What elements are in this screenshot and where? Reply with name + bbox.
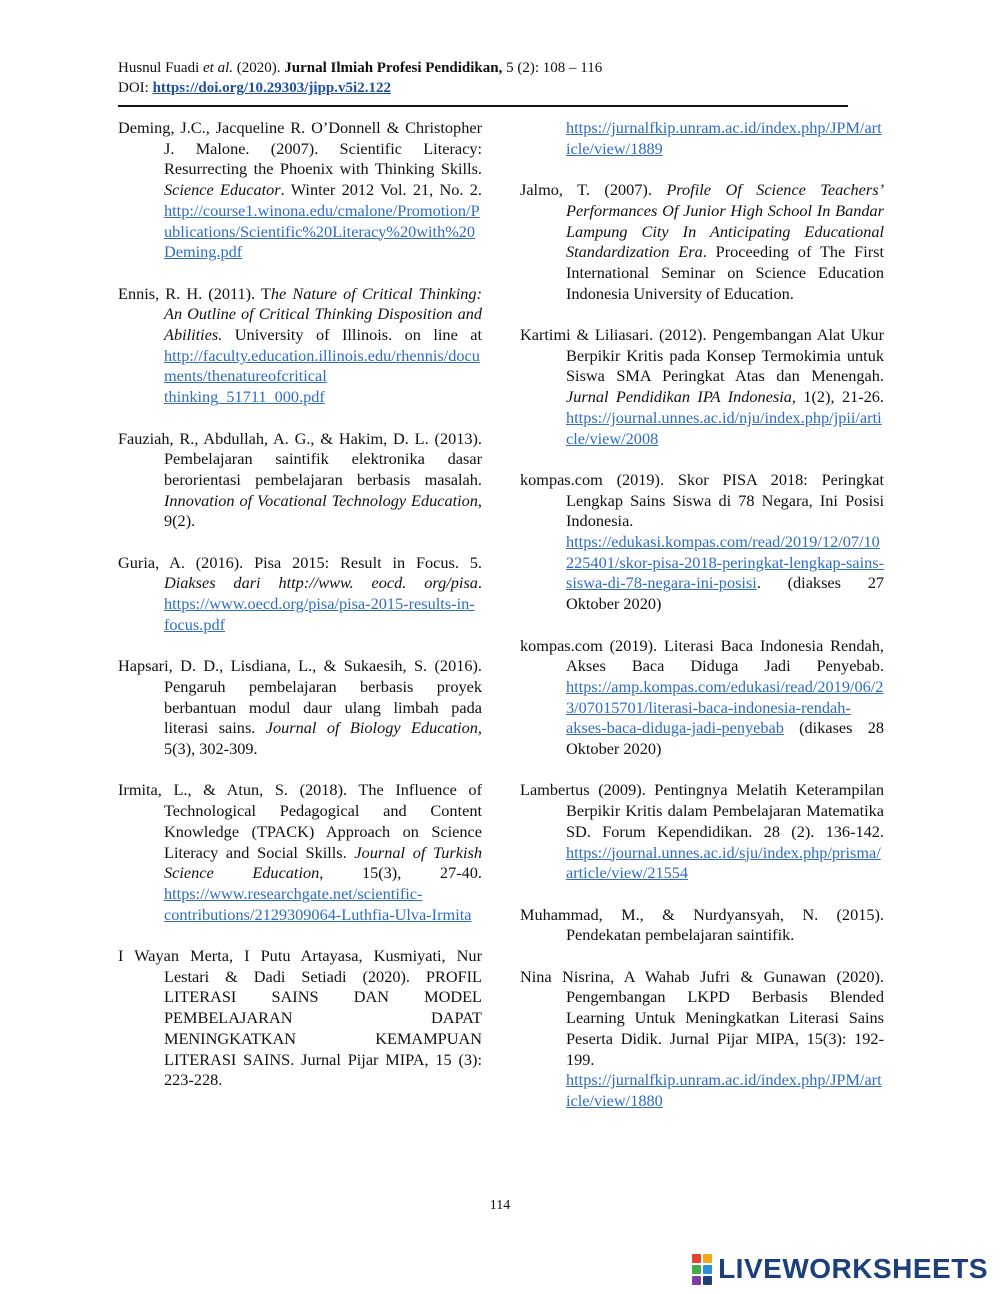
logo-tile <box>692 1265 701 1274</box>
reference-text: Muhammad, M., & Nurdyansyah, N. (2015). Pendekatan pembelajaran saintifik. <box>520 904 884 945</box>
reference-entry <box>520 780 884 884</box>
reference-details: , 15(3), 27-40. <box>319 863 482 883</box>
logo-tile <box>703 1265 712 1274</box>
reference-note: (dikases 28 Oktober 2020) <box>566 718 884 759</box>
reference-title: he Nature of Critical Thinking: An Outline of Critical Thinking Disposition and Abilities. <box>164 283 482 345</box>
logo-tile <box>703 1254 712 1263</box>
reference-link[interactable]: http://faculty.education.illinois.edu/rhennis/documents/thenatureofcritical thinking_51711_000.pdf <box>164 345 480 407</box>
doi-line: DOI: https://doi.org/10.29303/jipp.v5i2.122 <box>118 80 391 96</box>
reference-details: . <box>477 573 482 593</box>
reference-text: kompas.com (2019). Skor PISA 2018: Peringkat Lengkap Sains Siswa di 78 Negara, Ini Posisi Indonesia. <box>520 469 884 531</box>
reference-details: University of Illinois. on line at <box>222 325 482 345</box>
reference-entry <box>520 967 884 1112</box>
reference-title: Journal of Biology Education <box>265 718 478 738</box>
liveworksheets-logo <box>692 1252 988 1286</box>
reference-title: Journal of Turkish Science Education <box>164 842 482 883</box>
reference-text: Nina Nisrina, A Wahab Jufri & Gunawan (2020). Pengembangan LKPD Berbasis Blended Learning Untuk Meningkatkan Literasi Sains Peserta Didik. Jurnal Pijar MIPA, 15(3): 192-199. <box>520 966 884 1069</box>
logo-tile <box>692 1276 701 1285</box>
reference-link[interactable]: https://jurnalfkip.unram.ac.id/index.php/JPM/article/view/1880 <box>566 1070 882 1110</box>
reference-entry <box>118 553 482 636</box>
page-number: 114 <box>489 1198 511 1213</box>
reference-text: Deming, J.C., Jacqueline R. O’Donnell & Christopher J. Malone. (2007). Scientific Literacy: Resurrecting the Phoenix with Thinking Skills. <box>118 118 482 179</box>
reference-text: Fauziah, R., Abdullah, A. G., & Hakim, D. L. (2013). Pembelajaran saintifik elektronika dasar berorientasi pembelajaran berbasis masalah. <box>118 428 482 489</box>
left-column <box>118 118 482 1112</box>
reference-text: Lambertus (2009). Pentingnya Melatih Keterampilan Berpikir Kritis dalam Pembelajaran Matematika SD. Forum Kependidikan. 28 (2). 136-142. <box>520 780 884 841</box>
header-divider <box>118 105 848 107</box>
reference-entry <box>118 118 482 263</box>
reference-link[interactable]: https://journal.unnes.ac.id/sju/index.php/prisma/article/view/21554 <box>566 842 881 883</box>
logo-tile <box>692 1254 701 1263</box>
reference-text: Hapsari, D. D., Lisdiana, L., & Sukaesih, S. (2016). Pengaruh pembelajaran berbasis proyek berbantuan modul daur ulang limbah pada literasi sains. <box>118 656 482 738</box>
reference-details: , 5(3), 302-309. <box>164 718 482 759</box>
reference-text: I Wayan Merta, I Putu Artayasa, Kusmiyati, Nur Lestari & Dadi Setiadi (2020). PROFIL LITERASI SAINS DAN MODEL PEMBELAJARAN DAPAT MENINGKATKAN KEMAMPUAN LITERASI SAINS. Jurnal Pijar MIPA, 15 (3): 223-228. <box>118 946 482 1090</box>
reference-entry <box>118 429 482 533</box>
reference-title: Profile Of Science Teachers’ Performances Of Junior High School In Bandar Lampung City In Anticipating Educational Standardization Era <box>566 180 884 262</box>
continued-reference <box>520 118 884 159</box>
reference-link[interactable]: https://edukasi.kompas.com/read/2019/12/07/10225401/skor-pisa-2018-peringkat-lengkap-sains-siswa-di-78-negara-ini-posisi <box>566 532 884 593</box>
liveworksheets-logo-icon <box>692 1254 712 1285</box>
reference-details: , 9(2). <box>164 490 482 531</box>
brand-name: LIVEWORKSHEETS <box>718 1253 988 1284</box>
running-header <box>118 58 602 98</box>
citation-line: Husnul Fuadi et al. (2020). Jurnal Ilmiah Profesi Pendidikan, 5 (2): 108 – 116 <box>118 60 603 76</box>
reference-link[interactable]: https://www.oecd.org/pisa/pisa-2015-results-in-focus.pdf <box>164 594 475 634</box>
reference-title: Jurnal Pendidikan IPA Indonesia <box>566 387 792 407</box>
reference-link[interactable]: https://jurnalfkip.unram.ac.id/index.php/JPM/article/view/1889 <box>566 118 882 158</box>
reference-entry <box>520 180 884 304</box>
reference-link[interactable]: https://www.researchgate.net/scientific-contributions/2129309064-Luthfia-Ulva-Irmita <box>164 883 472 924</box>
reference-entry <box>520 325 884 449</box>
reference-link[interactable]: https://journal.unnes.ac.id/nju/index.php/jpii/article/view/2008 <box>566 407 882 448</box>
reference-title: Innovation of Vocational Technology Education <box>164 490 478 510</box>
reference-entry <box>118 284 482 408</box>
reference-text: kompas.com (2019). Literasi Baca Indonesia Rendah, Akses Baca Diduga Jadi Penyebab. <box>520 635 884 676</box>
reference-note: . (diakses 27 Oktober 2020) <box>566 573 884 614</box>
reference-text: Guria, A. (2016). Pisa 2015: Result in Focus. 5. <box>118 552 482 572</box>
reference-entry <box>118 780 482 925</box>
right-column <box>520 118 884 1132</box>
reference-details: . Proceeding of The First International Seminar on Science Education Indonesia University of Education. <box>566 242 884 303</box>
reference-link[interactable]: http://course1.winona.edu/cmalone/Promotion/Publications/Scientific%20Literacy%20with%20Deming.pdf <box>164 200 480 262</box>
reference-text: Ennis, R. H. (2011). T <box>118 283 271 303</box>
reference-text: Kartimi & Liliasari. (2012). Pengembangan Alat Ukur Berpikir Kritis pada Konsep Termokimia untuk Siswa SMA Peringkat Atas dan Menengah. <box>520 325 884 386</box>
logo-tile <box>703 1276 712 1285</box>
reference-entry <box>520 636 884 760</box>
reference-entry <box>520 905 884 946</box>
reference-title: Science Educator <box>164 180 281 200</box>
reference-details: . Winter 2012 Vol. 21, No. 2. <box>280 180 482 200</box>
reference-details: , 1(2), 21-26. <box>791 387 884 407</box>
reference-entry <box>118 946 482 1091</box>
reference-entry <box>520 470 884 615</box>
reference-link[interactable]: https://amp.kompas.com/edukasi/read/2019/06/23/07015701/literasi-baca-indonesia-rendah-akses-baca-diduga-jadi-penyebab <box>566 676 884 738</box>
reference-text: Jalmo, T. (2007). <box>520 180 667 200</box>
reference-title: Diakses dari http://www. eocd. org/pisa <box>164 573 478 593</box>
reference-text: Irmita, L., & Atun, S. (2018). The Influence of Technological Pedagogical and Content Knowledge (TPACK) Approach on Science Literacy and Social Skills. <box>118 780 482 862</box>
reference-entry <box>118 656 482 760</box>
doi-link[interactable]: https://doi.org/10.29303/jipp.v5i2.122 <box>152 80 391 96</box>
